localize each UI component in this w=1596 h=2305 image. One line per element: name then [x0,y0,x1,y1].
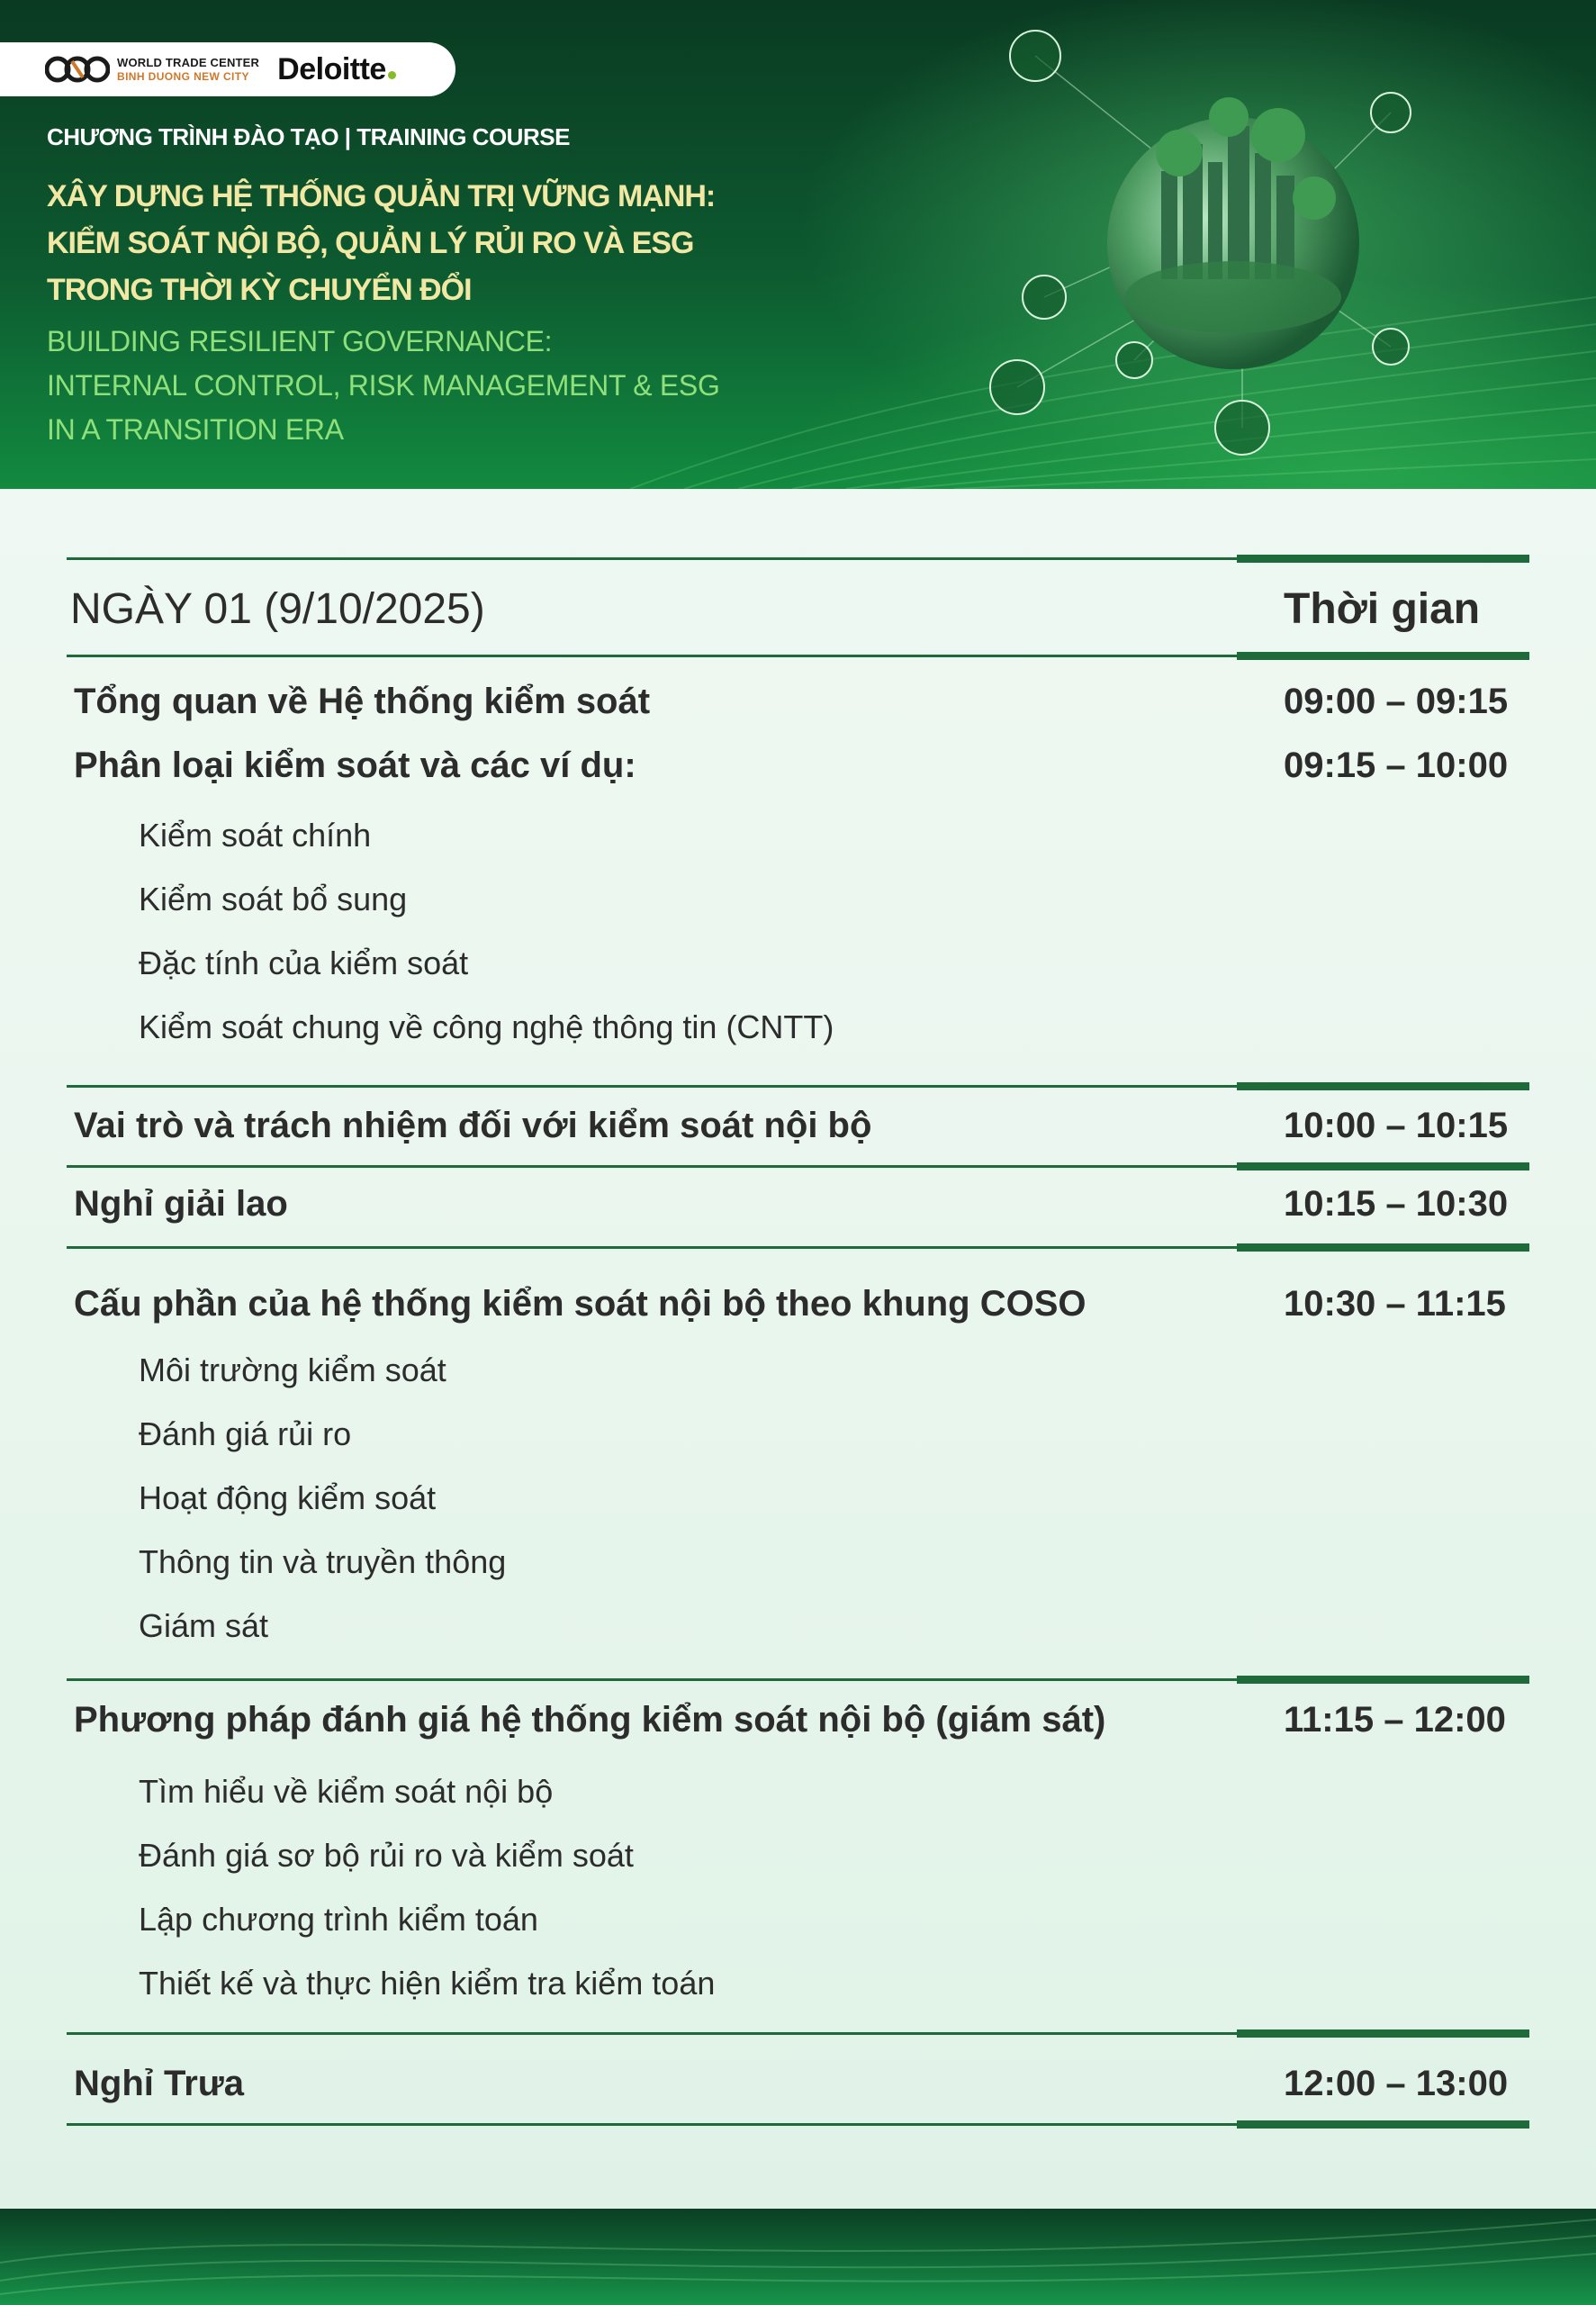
deloitte-logo: Deloitte [277,52,396,87]
deloitte-dot-icon [388,71,396,79]
environment-globe-icon [1023,276,1066,319]
title-english [47,320,857,452]
legal-finance-icon [1373,329,1409,365]
session-subitem: Kiểm soát bổ sung [139,881,408,917]
divider-accent [1237,652,1529,660]
header-banner [0,0,1596,489]
course-label: CHƯƠNG TRÌNH ĐÀO TẠO | TRAINING COURSE [47,123,570,150]
session-title: Phân loại kiểm soát và các ví dụ: [74,746,636,785]
divider-accent [1237,1162,1529,1171]
wtc-location: BINH DUONG NEW CITY [117,70,249,83]
session-subitem: Thông tin và truyền thông [139,1543,507,1580]
session-title: Cấu phần của hệ thống kiểm soát nội bộ theo khung COSO [74,1284,1087,1324]
divider-accent [1237,1082,1529,1090]
logo-bar [0,42,455,96]
title-en-line: INTERNAL CONTROL, RISK MANAGEMENT & ESG [47,369,720,402]
title-en-line: IN A TRANSITION ERA [47,413,344,446]
divider-accent [1237,2029,1529,2038]
session-subitem: Hoạt động kiểm soát [139,1479,437,1516]
session-time: 10:15 – 10:30 [1284,1184,1509,1224]
session-time: 12:00 – 13:00 [1284,2064,1509,2103]
session-title: Tổng quan về Hệ thống kiểm soát [74,682,651,721]
title-vi-line: KIỂM SOÁT NỘI BỘ, QUẢN LÝ RỦI RO VÀ ESG [47,226,694,260]
session-subitem: Giám sát [139,1607,269,1644]
session-time: 11:15 – 12:00 [1284,1700,1506,1740]
wtc-logo-icon [45,54,110,85]
session-subitem: Kiểm soát chính [139,817,372,854]
session-title: Vai trò và trách nhiệm đối với kiểm soát nội bộ [74,1106,872,1145]
title-vi-line: TRONG THỜI KỲ CHUYỂN ĐỔI [47,273,472,307]
title-vi-line: XÂY DỰNG HỆ THỐNG QUẢN TRỊ VỮNG MẠNH: [47,179,716,213]
session-subitem: Lập chương trình kiểm toán [139,1901,538,1938]
session-subitem: Đánh giá rủi ro [139,1415,352,1452]
environment-leaf-icon [1215,401,1269,455]
session-subitem: Kiểm soát chung về công nghệ thông tin (CNTT) [139,1008,834,1045]
wtc-name: WORLD TRADE CENTER [117,56,260,69]
session-time: 10:00 – 10:15 [1284,1106,1509,1145]
session-subitem: Đặc tính của kiểm soát [139,945,469,981]
session-title: Nghỉ Trưa [74,2064,244,2103]
session-time: 09:15 – 10:00 [1284,746,1509,785]
session-time: 10:30 – 11:15 [1284,1284,1506,1324]
footer-banner [0,2209,1596,2305]
wtc-wordmark [117,57,259,82]
session-subitem: Tìm hiểu về kiểm soát nội bộ [139,1773,554,1810]
footer-wave-pattern [0,2209,1596,2305]
session-subitem: Đánh giá sơ bộ rủi ro và kiểm soát [139,1837,634,1874]
title-en-line: BUILDING RESILIENT GOVERNANCE: [47,325,553,357]
session-title: Phương pháp đánh giá hệ thống kiểm soát nội bộ (giám sát) [74,1700,1106,1740]
divider-accent [1237,555,1529,563]
session-subitem: Thiết kế và thực hiện kiểm tra kiểm toán [139,1965,716,2002]
session-subitem: Môi trường kiểm soát [139,1351,446,1388]
handshake-icon [1116,342,1152,378]
divider-accent [1237,1676,1529,1684]
session-title: Nghỉ giải lao [74,1184,288,1224]
divider-accent [1237,1243,1529,1252]
title-vietnamese [47,173,857,313]
working-together-icon [1010,31,1060,81]
time-column-header: Thời gian [1284,585,1481,633]
day-title: NGÀY 01 (9/10/2025) [70,585,485,633]
tree-icon [990,360,1044,414]
session-time: 09:00 – 09:15 [1284,682,1509,721]
green-globe-illustration [972,18,1476,468]
social-impact-icon [1371,93,1411,132]
divider-accent [1237,2120,1529,2129]
